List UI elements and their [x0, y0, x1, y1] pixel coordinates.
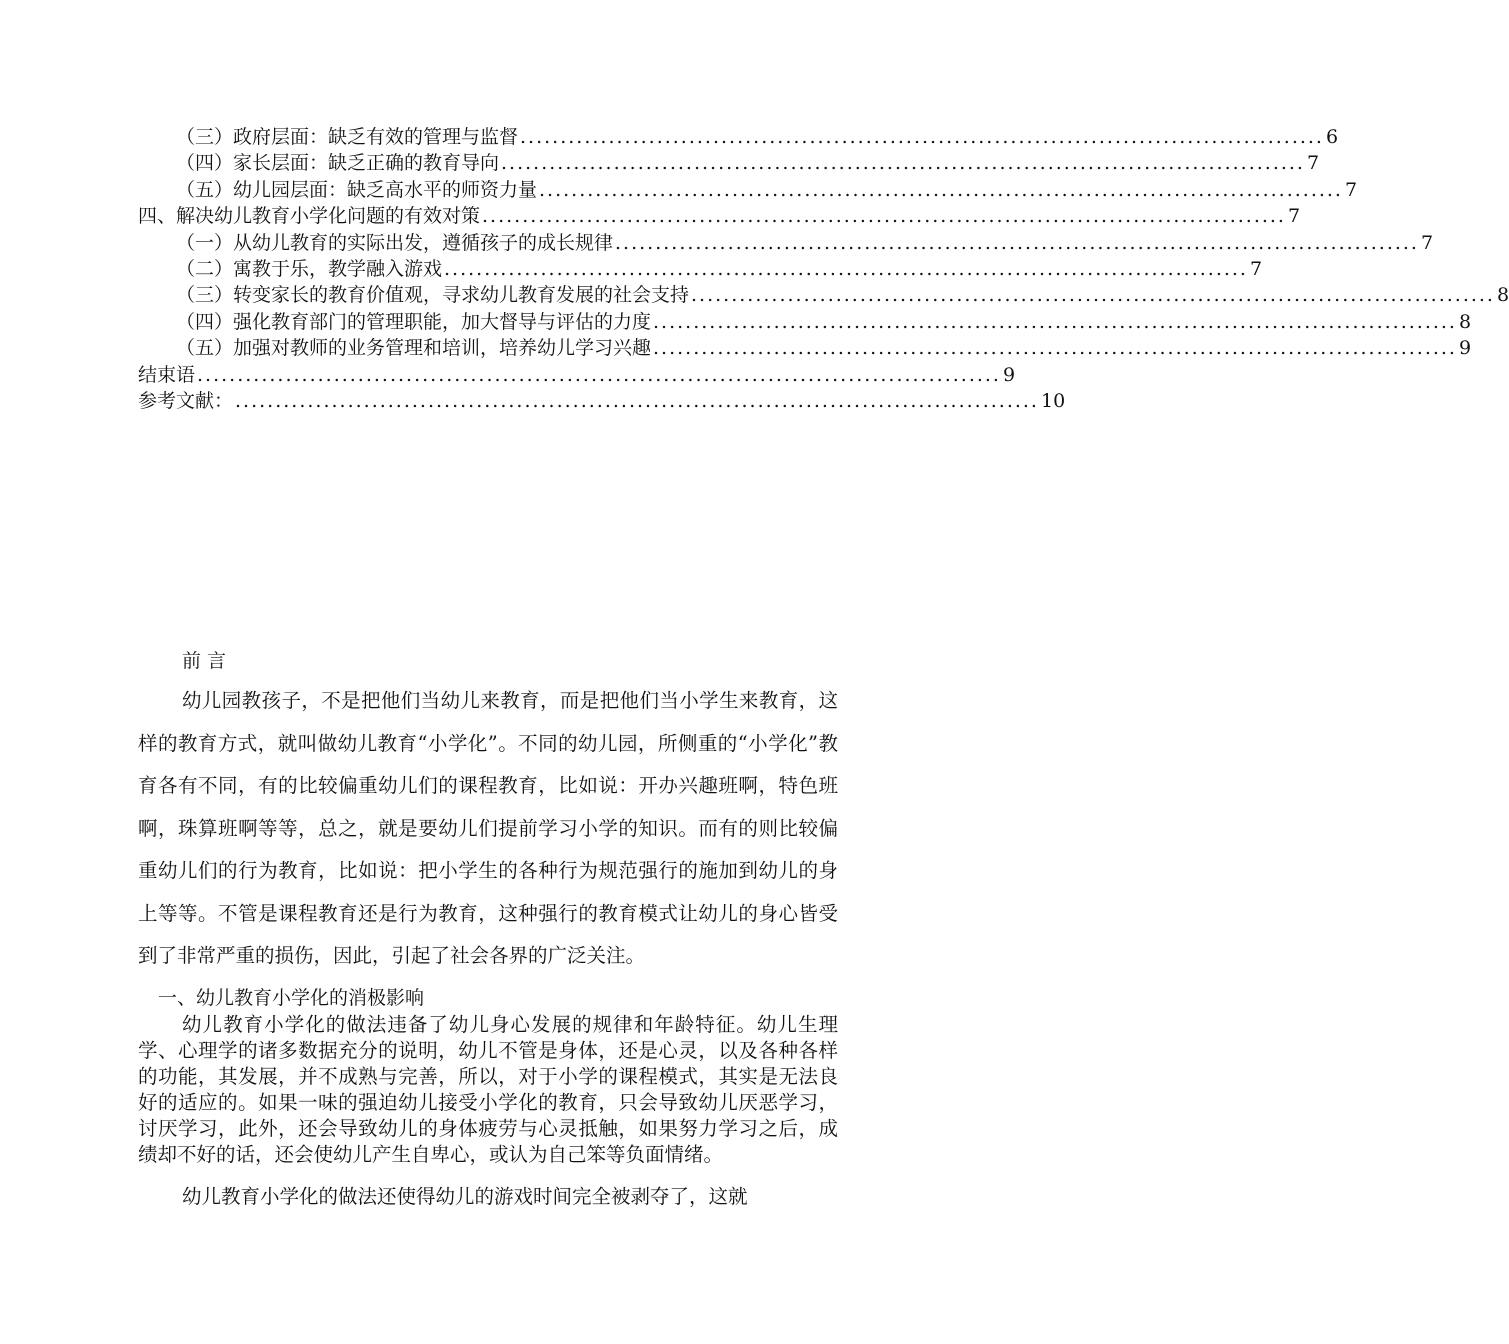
toc-entry[interactable]	[138, 362, 1016, 388]
toc-entry-title: 结束语	[138, 363, 196, 386]
toc-entry[interactable]	[138, 203, 1301, 229]
toc-leader-dots: ....................................................................................................	[197, 363, 1001, 386]
toc-leader-dots: ....................................................................................................	[501, 152, 1305, 175]
toc-leader-dots: ....................................................................................................	[539, 178, 1343, 201]
toc-entry-page: 7	[1420, 231, 1434, 254]
toc-entry[interactable]	[138, 256, 1263, 282]
toc-entry[interactable]	[138, 282, 1509, 308]
toc-entry[interactable]	[138, 388, 1066, 414]
toc-entry[interactable]	[138, 150, 1320, 176]
table-of-contents	[138, 124, 1509, 414]
toc-entry-page: 7	[1306, 152, 1320, 175]
toc-entry-page: 10	[1040, 389, 1066, 412]
toc-entry-title: 参考文献：	[138, 389, 234, 412]
toc-leader-dots: ....................................................................................................	[520, 126, 1324, 148]
toc-entry-title: （五）加强对教师的业务管理和培训，培养幼儿学习兴趣	[176, 337, 652, 360]
toc-leader-dots: ....................................................................................................	[615, 231, 1419, 254]
toc-entry-page: 9	[1002, 363, 1016, 386]
toc-leader-dots: ....................................................................................................	[653, 310, 1457, 333]
toc-entry-page: 6	[1325, 126, 1339, 148]
preface-heading: 前 言	[182, 650, 227, 672]
toc-leader-dots: ....................................................................................................	[482, 205, 1286, 228]
toc-leader-dots: ....................................................................................................	[691, 284, 1495, 307]
toc-entry[interactable]	[138, 230, 1434, 256]
toc-entry-title: （一）从幼儿教育的实际出发，遵循孩子的成长规律	[176, 231, 614, 254]
toc-entry[interactable]	[138, 177, 1358, 203]
toc-entry-title: （三）政府层面：缺乏有效的管理与监督	[176, 126, 519, 148]
toc-entry[interactable]	[138, 124, 1339, 150]
toc-entry-title: （二）寓教于乐，教学融入游戏	[176, 257, 443, 280]
toc-leader-dots: ....................................................................................................	[653, 337, 1457, 360]
toc-entry-title: （三）转变家长的教育价值观，寻求幼儿教育发展的社会支持	[176, 284, 690, 307]
toc-entry[interactable]	[138, 309, 1472, 335]
toc-entry-page: 7	[1344, 178, 1358, 201]
toc-entry-title: （四）强化教育部门的管理职能，加大督导与评估的力度	[176, 310, 652, 333]
body-paragraph: 幼儿教育小学化的做法违备了幼儿身心发展的规律和年龄特征。幼儿生理学、心理学的诸多数据充分的说明，幼儿不管是身体，还是心灵，以及各种各样的功能，其发展，并不成熟与完善，所以，对于小学的课程模式，其实是无法良好的适应的。如果一味的强迫幼儿接受小学化的教育，只会导致幼儿厌恶学习，讨厌学习，此外，还会导致幼儿的身体疲劳与心灵抵触，如果努力学习之后，成绩却不好的话，还会使幼儿产生自卑心，或认为自己笨等负面情绪。	[138, 1013, 838, 1166]
toc-leader-dots: ....................................................................................................	[235, 389, 1039, 412]
toc-entry-page: 7	[1249, 257, 1263, 280]
toc-entry-page: 9	[1458, 337, 1472, 360]
preface-paragraph: 幼儿园教孩子，不是把他们当幼儿来教育，而是把他们当小学生来教育，这样的教育方式，就叫做幼儿教育“小学化”。不同的幼儿园，所侧重的“小学化”教育各有不同，有的比较偏重幼儿们的课程教育，比如说：开办兴趣班啊，特色班啊，珠算班啊等等，总之，就是要幼儿们提前学习小学的知识。而有的则比较偏重幼儿们的行为教育，比如说：把小学生的各种行为规范强行的施加到幼儿的身上等等。不管是课程教育还是行为教育，这种强行的教育模式让幼儿的身心皆受到了非常严重的损伤，因此，引起了社会各界的广泛关注。	[138, 689, 838, 967]
toc-entry-page: 7	[1287, 205, 1301, 228]
toc-entry-page: 8	[1458, 310, 1472, 333]
toc-entry-title: （四）家长层面：缺乏正确的教育导向	[176, 152, 500, 175]
body-paragraph: 幼儿教育小学化的做法还使得幼儿的游戏时间完全被剥夺了，这就	[182, 1185, 748, 1208]
section-heading: 一、幼儿教育小学化的消极影响	[158, 987, 425, 1009]
toc-entry[interactable]	[138, 335, 1472, 361]
toc-leader-dots: ....................................................................................................	[444, 257, 1248, 280]
toc-entry-title: （五）幼儿园层面：缺乏高水平的师资力量	[176, 178, 538, 201]
toc-entry-title: 四、解决幼儿教育小学化问题的有效对策	[138, 205, 481, 228]
toc-entry-page: 8	[1496, 284, 1509, 307]
